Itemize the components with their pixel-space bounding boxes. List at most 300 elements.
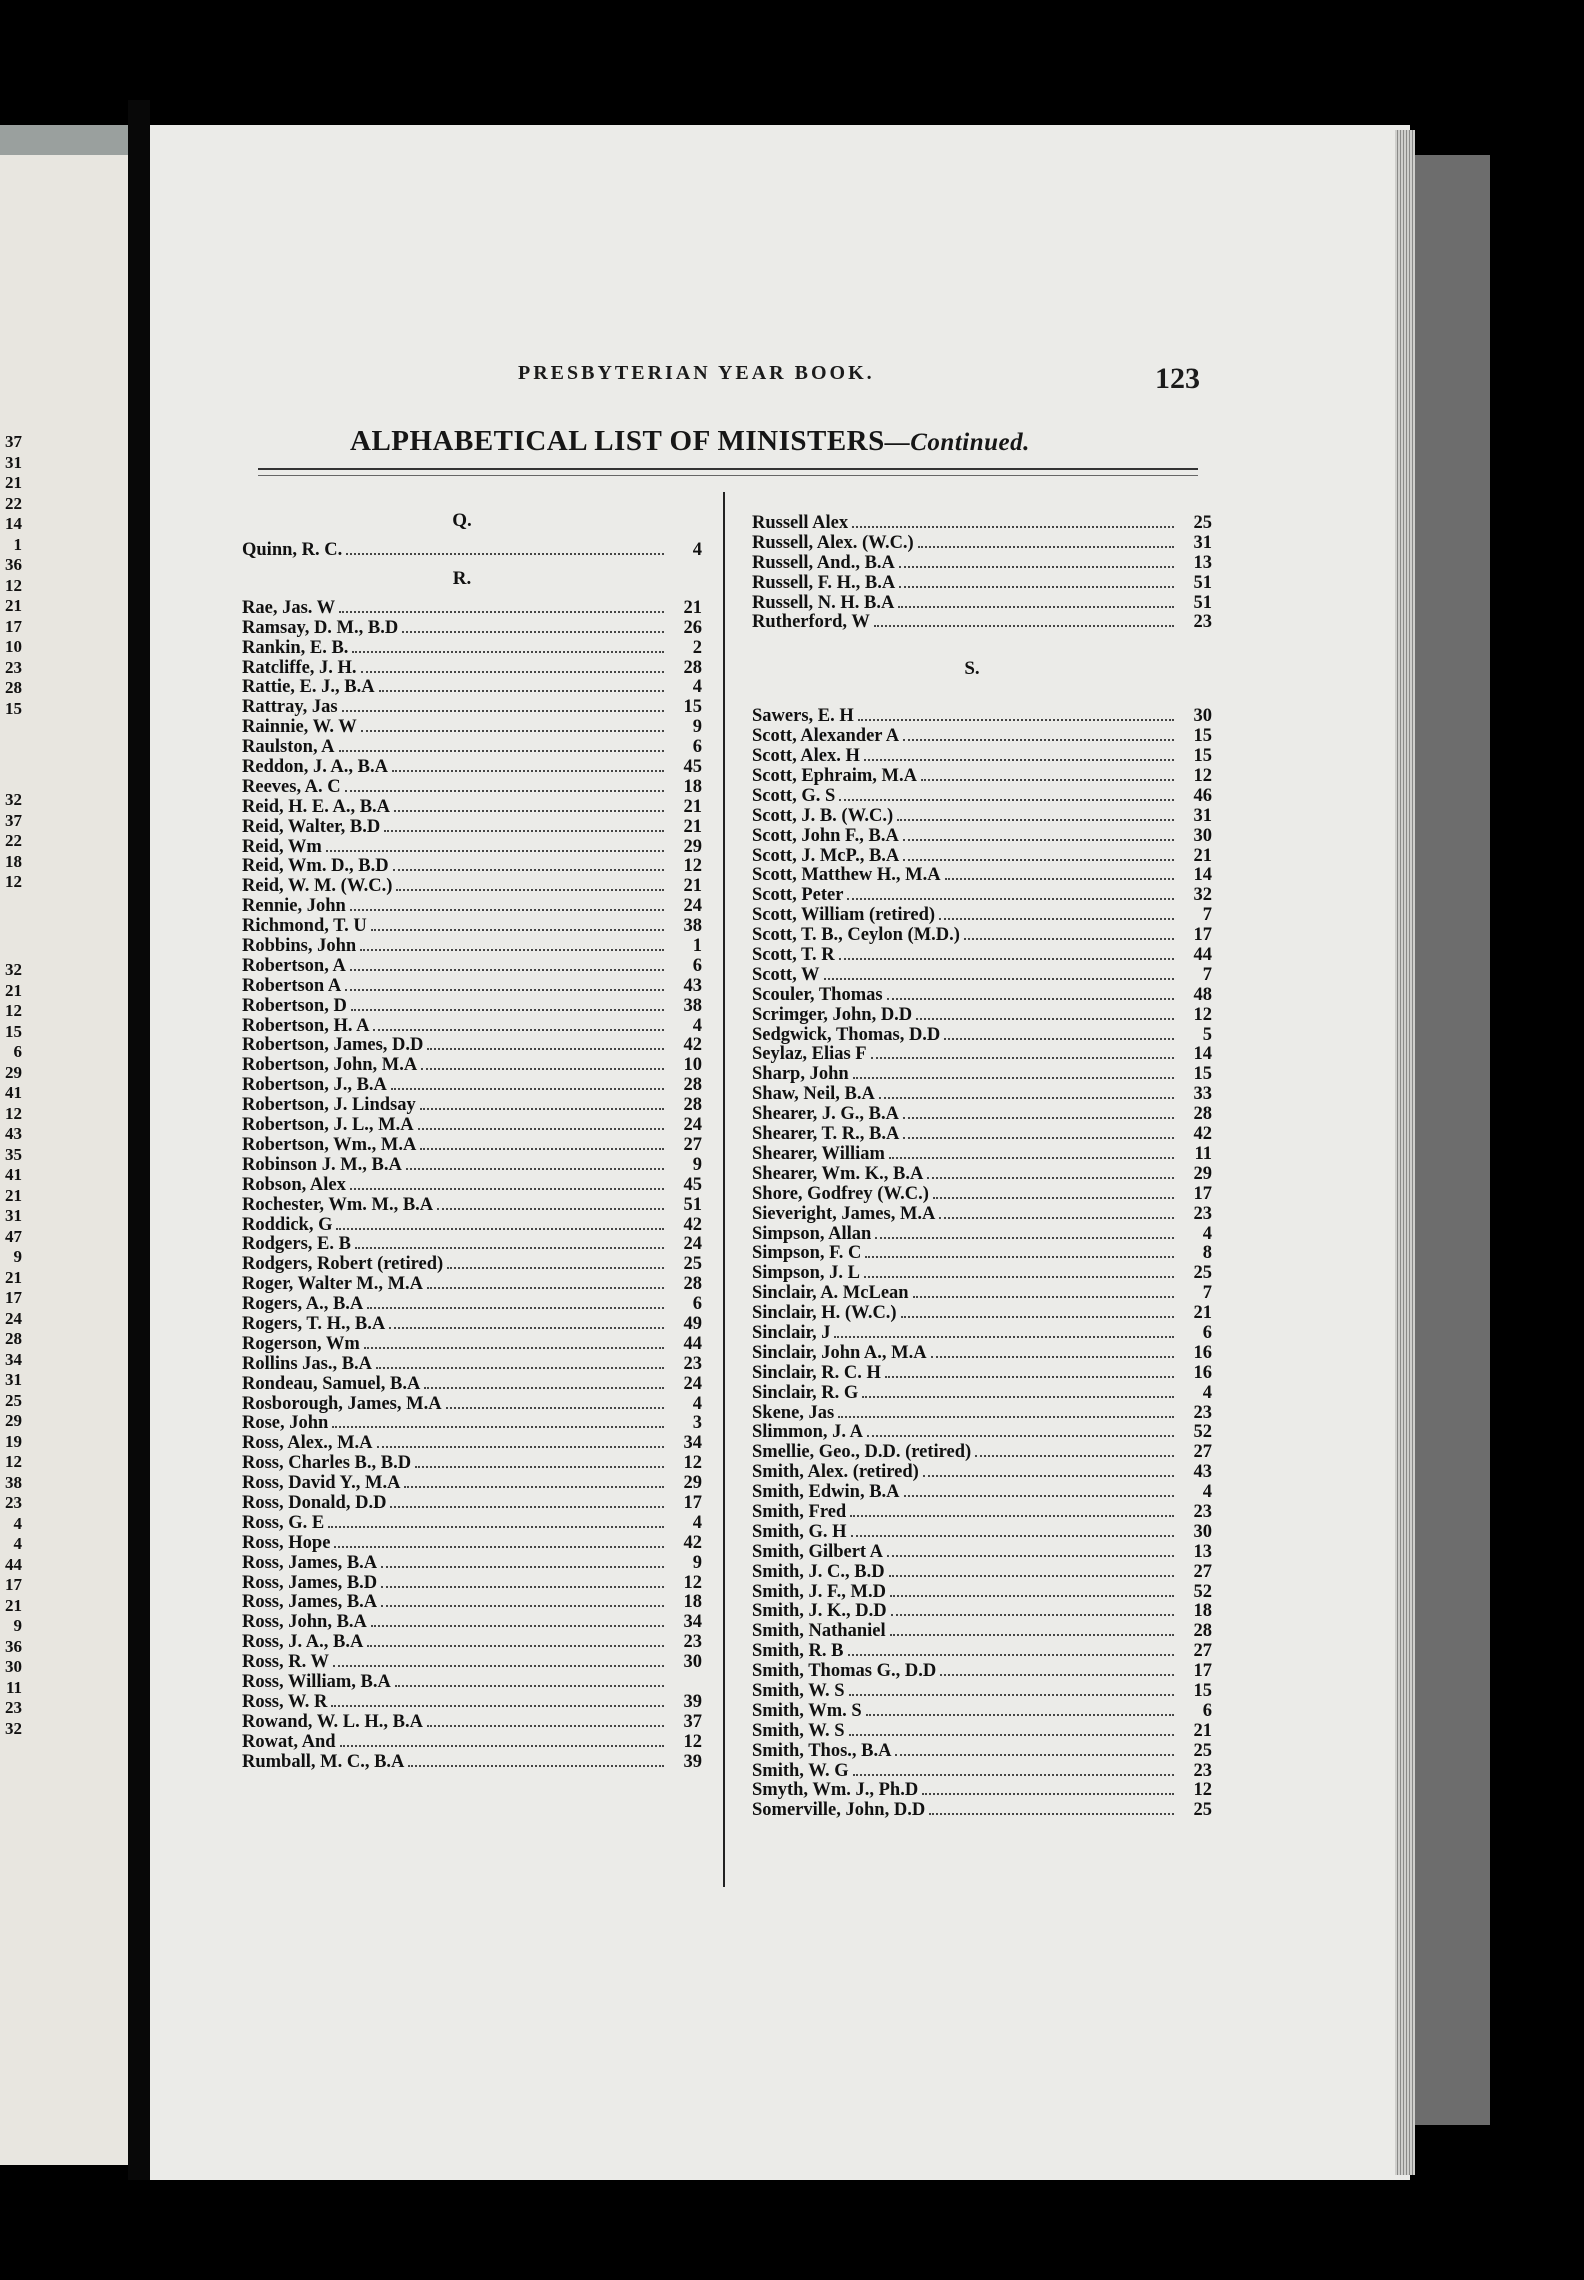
- dot-leader: [834, 1323, 1174, 1338]
- minister-entry: [752, 865, 1212, 885]
- dot-leader: [865, 1243, 1174, 1258]
- presbytery-number: 30: [1193, 706, 1212, 727]
- dot-leader: [339, 598, 664, 613]
- minister-entry: [242, 936, 702, 956]
- previous-page-number: 35: [5, 1144, 22, 1164]
- minister-entry: [752, 965, 1212, 985]
- minister-name: Ross, Alex., M.A: [242, 1433, 373, 1454]
- presbytery-number: 29: [683, 1473, 702, 1494]
- dot-leader: [392, 757, 664, 772]
- presbytery-number: 21: [683, 597, 702, 618]
- minister-entry: [242, 697, 702, 717]
- previous-page-number: 4: [13, 1534, 22, 1553]
- dot-leader: [424, 1374, 664, 1389]
- list-title-main: ALPHABETICAL LIST OF MINISTERS: [350, 425, 885, 457]
- presbytery-number: 28: [683, 1274, 702, 1295]
- minister-name: Quinn, R. C.: [242, 540, 343, 560]
- dot-leader: [895, 1741, 1174, 1756]
- minister-name: Scott, Ephraim, M.A: [752, 766, 917, 787]
- presbytery-number: 48: [1193, 984, 1212, 1005]
- minister-name: Ramsay, D. M., B.D: [242, 617, 399, 638]
- minister-entry: [752, 1780, 1212, 1800]
- previous-page-number: 4: [13, 1513, 22, 1533]
- presbytery-number: 2: [692, 637, 702, 658]
- presbytery-number: 31: [1193, 532, 1212, 553]
- presbytery-number: 6: [692, 737, 702, 758]
- minister-entry: [242, 1234, 702, 1254]
- dot-leader: [367, 1632, 664, 1647]
- minister-name: Rosborough, James, M.A: [242, 1393, 442, 1414]
- dot-leader: [331, 1692, 664, 1707]
- dot-leader: [393, 856, 664, 871]
- minister-entry: [752, 1542, 1212, 1562]
- previous-page-number: 41: [5, 1165, 22, 1184]
- presbytery-number: 16: [1193, 1362, 1212, 1383]
- minister-name: Robertson, J. L., M.A: [242, 1115, 414, 1136]
- minister-name: Ross, G. E: [242, 1512, 325, 1533]
- presbytery-number: 4: [692, 677, 702, 698]
- minister-name: Ross, David Y., M.A: [242, 1473, 401, 1494]
- running-head: PRESBYTERIAN YEAR BOOK.: [518, 362, 875, 384]
- book-spine: [128, 100, 150, 2180]
- minister-name: Slimmon, J. A: [752, 1422, 864, 1443]
- previous-page-number: 47: [5, 1226, 22, 1246]
- minister-entry: [242, 996, 702, 1016]
- minister-name: Scott, T. R: [752, 945, 835, 966]
- minister-entry: [242, 1334, 702, 1354]
- minister-entry: [752, 1025, 1212, 1045]
- minister-entry: [242, 1155, 702, 1175]
- minister-name: Robertson, John, M.A: [242, 1055, 418, 1076]
- minister-name: Ross, J. A., B.A: [242, 1632, 364, 1653]
- presbytery-number: 9: [692, 717, 702, 738]
- presbytery-number: 18: [683, 1592, 702, 1613]
- minister-entry: [242, 1453, 702, 1473]
- presbytery-number: 26: [683, 617, 702, 638]
- dot-leader: [851, 1522, 1174, 1537]
- presbytery-number: 15: [683, 697, 702, 718]
- dot-leader: [420, 1135, 664, 1150]
- page-edge-stack: [1395, 130, 1415, 2175]
- minister-entry: [242, 1314, 702, 1334]
- presbytery-number: 6: [1202, 1322, 1212, 1343]
- minister-entry: [242, 1533, 702, 1553]
- minister-name: Smith, W. G: [752, 1760, 849, 1781]
- dot-leader: [350, 896, 664, 911]
- minister-name: Rogerson, Wm: [242, 1333, 360, 1354]
- minister-entry: [752, 573, 1212, 593]
- presbytery-number: 51: [683, 1194, 702, 1215]
- minister-entry: [242, 1374, 702, 1394]
- minister-name: Rankin, E. B.: [242, 637, 349, 658]
- presbytery-number: 23: [1193, 1203, 1212, 1224]
- presbytery-number: 39: [683, 1751, 702, 1772]
- minister-name: Rutherford, W: [752, 612, 870, 633]
- presbytery-number: 23: [683, 1632, 702, 1653]
- presbytery-number: 4: [1202, 1482, 1212, 1503]
- minister-entry: [752, 513, 1212, 533]
- previous-page-number: 31: [5, 452, 22, 472]
- previous-page-number: 34: [5, 1349, 22, 1369]
- minister-name: Smith, Wm. S: [752, 1700, 862, 1721]
- minister-name: Reeves, A. C: [242, 776, 341, 797]
- dot-leader: [364, 1334, 664, 1349]
- minister-name: Simpson, Allan: [752, 1223, 872, 1244]
- presbytery-number: 30: [1193, 1521, 1212, 1542]
- dot-leader: [824, 965, 1175, 980]
- minister-entry: [242, 797, 702, 817]
- minister-name: Reddon, J. A., B.A: [242, 757, 388, 778]
- minister-entry: [242, 1433, 702, 1453]
- dot-leader: [420, 1095, 664, 1110]
- dot-leader: [864, 746, 1174, 761]
- dot-leader: [402, 618, 664, 633]
- dot-leader: [847, 885, 1174, 900]
- presbytery-number: 34: [683, 1612, 702, 1633]
- presbytery-number: 29: [1193, 1163, 1212, 1184]
- minister-entry: [752, 1184, 1212, 1204]
- minister-entry: [242, 658, 702, 678]
- dot-leader: [903, 726, 1174, 741]
- minister-name: Robertson, H. A: [242, 1015, 370, 1036]
- minister-name: Scott, J. B. (W.C.): [752, 805, 894, 826]
- dot-leader: [839, 945, 1174, 960]
- minister-entry: [242, 777, 702, 797]
- minister-name: Robertson, A: [242, 955, 346, 976]
- presbytery-number: 42: [683, 1532, 702, 1553]
- dot-leader: [964, 925, 1174, 940]
- previous-page-number: 23: [5, 1698, 22, 1717]
- minister-name: Rainnie, W. W: [242, 717, 357, 738]
- previous-page-number: 32: [5, 1718, 22, 1738]
- previous-page-number: 17: [5, 1575, 22, 1594]
- previous-page-number: 22: [5, 831, 22, 850]
- dot-leader: [933, 1184, 1174, 1199]
- minister-entry: [242, 856, 702, 876]
- minister-name: Scott, W: [752, 964, 820, 985]
- dot-leader: [862, 1383, 1174, 1398]
- dot-leader: [929, 1800, 1174, 1815]
- dot-leader: [332, 1413, 664, 1428]
- previous-page-number: 41: [5, 1083, 22, 1102]
- dot-leader: [875, 1224, 1174, 1239]
- minister-name: Robertson, D: [242, 995, 347, 1016]
- dot-leader: [350, 1175, 664, 1190]
- previous-page-number: 9: [13, 1247, 22, 1266]
- previous-page-number: 24: [5, 1308, 22, 1328]
- right-column: [752, 513, 1212, 1820]
- previous-page-number: 32: [5, 790, 22, 809]
- previous-page-number: 12: [5, 872, 22, 891]
- dot-leader: [371, 1612, 664, 1627]
- presbytery-number: 24: [683, 1373, 702, 1394]
- presbytery-number: 28: [683, 1095, 702, 1116]
- minister-name: Ross, John, B.A: [242, 1612, 367, 1633]
- dot-leader: [381, 1553, 664, 1568]
- presbytery-number: 11: [1194, 1143, 1212, 1164]
- minister-name: Scott, Alexander A: [752, 726, 900, 747]
- minister-entry: [752, 1800, 1212, 1820]
- presbytery-number: 17: [1193, 1661, 1212, 1682]
- dot-leader: [389, 1314, 664, 1329]
- dot-leader: [427, 1712, 664, 1727]
- presbytery-number: 12: [683, 1731, 702, 1752]
- minister-entry: [752, 846, 1212, 866]
- previous-page-number: 15: [5, 1021, 22, 1041]
- presbytery-number: 8: [1202, 1243, 1212, 1264]
- presbytery-number: 31: [1193, 805, 1212, 826]
- dot-leader: [898, 593, 1174, 608]
- dot-leader: [849, 1721, 1174, 1736]
- presbytery-number: 24: [683, 896, 702, 917]
- minister-entry: [242, 717, 702, 737]
- presbytery-number: 17: [683, 1492, 702, 1513]
- list-title: [350, 425, 1030, 458]
- minister-name: Scott, Peter: [752, 885, 844, 906]
- previous-page-number: 12: [5, 1103, 22, 1123]
- dot-leader: [887, 1542, 1174, 1557]
- minister-entry: [242, 896, 702, 916]
- presbytery-number: 9: [692, 1552, 702, 1573]
- minister-name: Sieveright, James, M.A: [752, 1203, 936, 1224]
- presbytery-number: 4: [692, 540, 702, 560]
- minister-name: Sharp, John: [752, 1064, 849, 1085]
- dot-leader: [396, 876, 664, 891]
- minister-entry: [242, 1692, 702, 1712]
- presbytery-number: 28: [683, 657, 702, 678]
- minister-name: Scott, J. McP., B.A: [752, 845, 900, 866]
- minister-name: Seylaz, Elias F: [752, 1044, 867, 1065]
- dot-leader: [336, 1215, 664, 1230]
- dot-leader: [866, 1701, 1174, 1716]
- minister-name: Smith, R. B: [752, 1641, 844, 1662]
- dot-leader: [975, 1442, 1174, 1457]
- presbytery-number: 33: [1193, 1084, 1212, 1105]
- minister-entry: [242, 976, 702, 996]
- presbytery-number: 42: [1193, 1124, 1212, 1145]
- dot-leader: [849, 1681, 1174, 1696]
- presbytery-number: 13: [1193, 1541, 1212, 1562]
- presbytery-number: 12: [683, 856, 702, 877]
- section-heading-s: S.: [964, 658, 980, 680]
- previous-page-number: 31: [5, 1370, 22, 1389]
- minister-name: Shearer, T. R., B.A: [752, 1124, 900, 1145]
- dot-leader: [931, 1343, 1174, 1358]
- dot-leader: [371, 916, 664, 931]
- previous-page-number: 6: [13, 1042, 22, 1061]
- minister-entry: [242, 618, 702, 638]
- dot-leader: [874, 612, 1174, 627]
- presbytery-number: 25: [1193, 513, 1212, 533]
- minister-entry: [242, 1274, 702, 1294]
- previous-page-number: 22: [5, 493, 22, 513]
- presbytery-number: 4: [1202, 1223, 1212, 1244]
- presbytery-number: 45: [683, 757, 702, 778]
- presbytery-number: 34: [683, 1433, 702, 1454]
- minister-name: Reid, H. E. A., B.A: [242, 796, 391, 817]
- dot-leader: [853, 1761, 1174, 1776]
- presbytery-number: 7: [1202, 1283, 1212, 1304]
- minister-name: Smith, J. C., B.D: [752, 1561, 885, 1582]
- previous-page-number: 37: [5, 432, 22, 451]
- presbytery-number: 9: [692, 1154, 702, 1175]
- presbytery-number: 16: [1193, 1342, 1212, 1363]
- minister-name: Roddick, G: [242, 1214, 333, 1235]
- previous-page-number: 9: [13, 1616, 22, 1635]
- dot-leader: [333, 1652, 664, 1667]
- minister-name: Rodgers, Robert (retired): [242, 1254, 444, 1275]
- minister-entry: [752, 766, 1212, 786]
- minister-entry: [242, 1115, 702, 1135]
- dot-leader: [346, 540, 664, 555]
- minister-entry: [752, 1124, 1212, 1144]
- dot-leader: [339, 737, 664, 752]
- presbytery-number: 38: [683, 916, 702, 937]
- previous-page-number: 25: [5, 1390, 22, 1410]
- minister-entry: [752, 1661, 1212, 1681]
- dot-leader: [889, 1144, 1174, 1159]
- r-entries: [242, 598, 702, 1772]
- minister-name: Robertson, Wm., M.A: [242, 1134, 417, 1155]
- minister-name: Shearer, William: [752, 1143, 885, 1164]
- minister-entry: [242, 638, 702, 658]
- minister-entry: [242, 1175, 702, 1195]
- previous-page-number: 23: [5, 657, 22, 677]
- dot-leader: [391, 1075, 664, 1090]
- dot-leader: [939, 905, 1174, 920]
- minister-entry: [752, 786, 1212, 806]
- minister-entry: [242, 1294, 702, 1314]
- minister-entry: [242, 1016, 702, 1036]
- presbytery-number: 30: [1193, 825, 1212, 846]
- dot-leader: [871, 1044, 1174, 1059]
- minister-name: Reid, W. M. (W.C.): [242, 876, 393, 897]
- minister-entry: [752, 1641, 1212, 1661]
- minister-name: Robertson, J. Lindsay: [242, 1095, 416, 1116]
- minister-entry: [752, 1343, 1212, 1363]
- minister-entry: [242, 1254, 702, 1274]
- title-rule-thin: [258, 475, 1198, 476]
- minister-name: Scott, William (retired): [752, 905, 936, 926]
- minister-entry: [242, 956, 702, 976]
- previous-page-number: 44: [5, 1554, 22, 1574]
- dot-leader: [879, 1084, 1174, 1099]
- dot-leader: [360, 936, 664, 951]
- presbytery-number: 51: [1193, 592, 1212, 613]
- minister-name: Ross, James, B.D: [242, 1572, 378, 1593]
- dot-leader: [903, 1104, 1174, 1119]
- minister-entry: [752, 985, 1212, 1005]
- dot-leader: [850, 1502, 1174, 1517]
- presbytery-number: 12: [1193, 1780, 1212, 1801]
- minister-name: Sinclair, A. McLean: [752, 1283, 909, 1304]
- presbytery-number: 4: [692, 1512, 702, 1533]
- minister-entry: [752, 1263, 1212, 1283]
- minister-entry: [752, 1084, 1212, 1104]
- minister-entry: [242, 876, 702, 896]
- minister-name: Roger, Walter M., M.A: [242, 1274, 424, 1295]
- minister-name: Robbins, John: [242, 936, 357, 957]
- previous-page-number: 28: [5, 1329, 22, 1348]
- previous-page-number: 21: [5, 1267, 22, 1287]
- presbytery-number: 3: [692, 1413, 702, 1434]
- minister-entry: [242, 1712, 702, 1732]
- minister-name: Rodgers, E. B: [242, 1234, 351, 1255]
- minister-entry: [752, 1164, 1212, 1184]
- previous-page-number: 1: [13, 534, 22, 554]
- dot-leader: [887, 985, 1174, 1000]
- dot-leader: [889, 1562, 1174, 1577]
- minister-entry: [242, 1632, 702, 1652]
- minister-name: Ratcliffe, J. H.: [242, 657, 357, 678]
- minister-name: Somerville, John, D.D: [752, 1800, 926, 1821]
- dot-leader: [379, 677, 664, 692]
- minister-entry: [242, 817, 702, 837]
- minister-name: Shaw, Neil, B.A: [752, 1084, 875, 1105]
- presbytery-number: 24: [683, 1234, 702, 1255]
- minister-name: Ross, W. R: [242, 1691, 328, 1712]
- minister-name: Smith, Thomas G., D.D: [752, 1661, 937, 1682]
- presbytery-number: 43: [1193, 1462, 1212, 1483]
- dot-leader: [918, 533, 1174, 548]
- presbytery-number: 12: [1193, 1004, 1212, 1025]
- minister-name: Robinson J. M., B.A: [242, 1154, 402, 1175]
- list-title-continued: —Continued.: [884, 429, 1030, 456]
- minister-entry: [752, 746, 1212, 766]
- dot-leader: [916, 1005, 1174, 1020]
- left-column: [242, 502, 702, 1771]
- presbytery-number: 21: [683, 876, 702, 897]
- dot-leader: [381, 1592, 664, 1607]
- presbytery-number: 15: [1193, 746, 1212, 767]
- minister-name: Skene, Jas: [752, 1402, 835, 1423]
- minister-entry: [242, 1473, 702, 1493]
- minister-entry: [242, 1135, 702, 1155]
- presbytery-number: 7: [1202, 905, 1212, 926]
- dot-leader: [944, 1025, 1174, 1040]
- presbytery-number: 51: [1193, 572, 1212, 593]
- s-entries: [752, 706, 1212, 1820]
- dot-leader: [903, 846, 1174, 861]
- minister-entry: [752, 1721, 1212, 1741]
- previous-page-number: 36: [5, 555, 22, 574]
- minister-name: Smith, Thos., B.A: [752, 1740, 892, 1761]
- minister-entry: [242, 1493, 702, 1513]
- dot-leader: [328, 1513, 664, 1528]
- presbytery-number: 17: [1193, 925, 1212, 946]
- minister-entry: [752, 1303, 1212, 1323]
- minister-entry: [752, 1243, 1212, 1263]
- minister-entry: [242, 1752, 702, 1772]
- minister-entry: [242, 757, 702, 777]
- presbytery-number: 44: [1193, 945, 1212, 966]
- minister-entry: [242, 1035, 702, 1055]
- minister-name: Ross, R. W: [242, 1652, 330, 1673]
- minister-name: Rae, Jas. W: [242, 597, 336, 618]
- presbytery-number: 25: [1193, 1800, 1212, 1821]
- previous-page-number: 12: [5, 1452, 22, 1471]
- minister-name: Smith, Fred: [752, 1501, 847, 1522]
- presbytery-number: 4: [692, 1393, 702, 1414]
- previous-page-number: 15: [5, 698, 22, 718]
- minister-name: Ross, William, B.A: [242, 1671, 391, 1692]
- presbytery-number: 23: [1193, 612, 1212, 633]
- minister-entry: [752, 1462, 1212, 1482]
- dot-leader: [394, 797, 664, 812]
- minister-name: Smith, J. K., D.D: [752, 1601, 887, 1622]
- minister-entry: [752, 1442, 1212, 1462]
- minister-entry: [752, 1681, 1212, 1701]
